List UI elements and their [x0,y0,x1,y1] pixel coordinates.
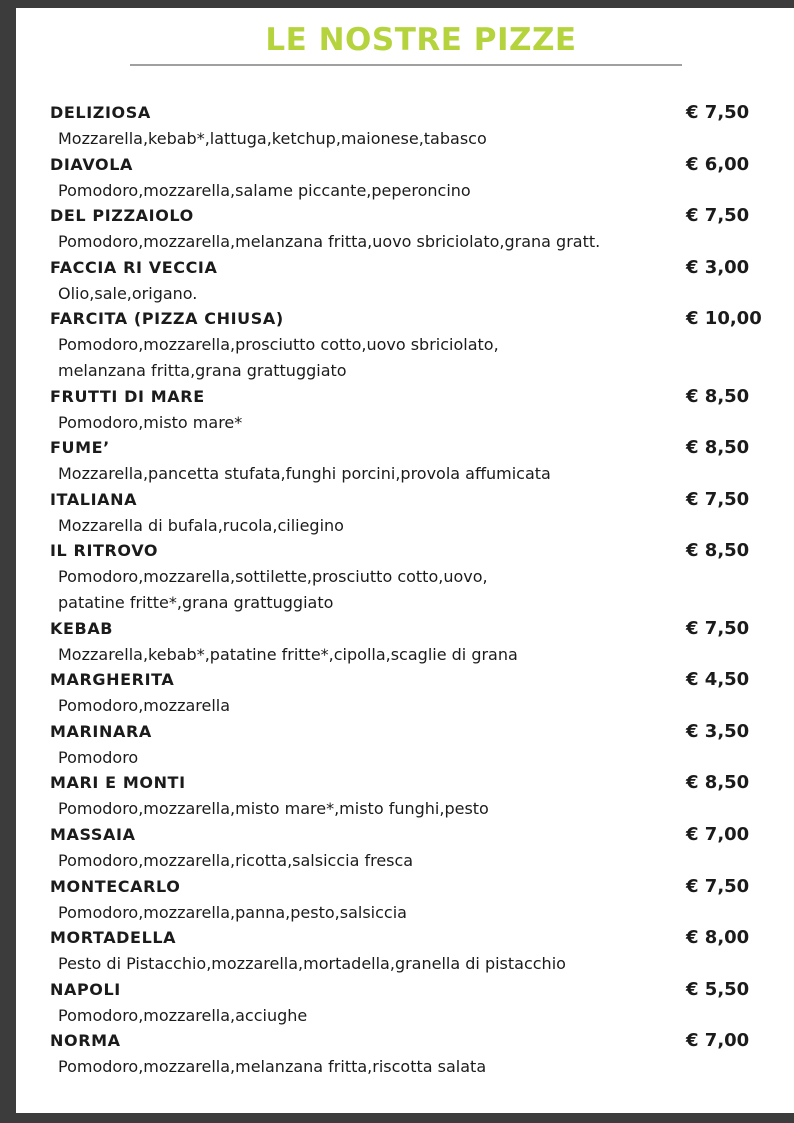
pizza-name: MARINARA [50,721,152,741]
pizza-list [50,100,780,1080]
pizza-price: € 7,50 [686,875,750,897]
pizza-ingredients: Olio,sale,origano. [58,283,198,303]
pizza-name: FUME’ [50,438,110,458]
pizza-price: € 7,50 [686,102,750,123]
pizza-price: € 8,50 [686,437,750,459]
pizza-price: € 7,00 [686,823,750,845]
pizza-ingredients: Pomodoro,misto mare* [58,412,243,432]
pizza-ingredients: Mozzarella,pancetta stufata,funghi porcini,provola affumicata [58,464,551,484]
pizza-name: MONTECARLO [50,876,181,896]
pizza-ingredients: Pesto di Pistacchio,mozzarella,mortadella,granella di pistacchio [58,954,566,974]
menu-item [50,977,780,1029]
pizza-name: IL RITROVO [50,541,159,561]
menu-item [50,925,780,977]
pizza-ingredients-line2: melanzana fritta,grana grattuggiato [58,360,347,380]
pizza-name: NORMA [50,1031,121,1051]
pizza-price: € 7,50 [686,488,750,510]
pizza-price: € 5,50 [686,978,750,1000]
pizza-name: MORTADELLA [50,928,177,948]
pizza-name: DIAVOLA [50,154,134,174]
menu-page [16,8,794,1113]
pizza-name: MASSAIA [50,824,136,844]
menu-item [50,1028,780,1080]
page-title: LE NOSTRE PIZZE [265,22,577,58]
pizza-name: DEL PIZZAIOLO [50,206,194,226]
pizza-ingredients: Pomodoro,mozzarella,misto mare*,misto funghi,pesto [58,799,489,819]
pizza-ingredients: Pomodoro,mozzarella,prosciutto cotto,uovo sbriciolato, [58,335,499,355]
pizza-ingredients: Pomodoro,mozzarella,panna,pesto,salsiccia [58,902,407,922]
menu-item [50,255,780,307]
menu-item [50,203,780,255]
menu-item [50,616,780,668]
pizza-name: FRUTTI DI MARE [50,386,205,406]
pizza-ingredients: Pomodoro,mozzarella,melanzana fritta,riscotta salata [58,1057,487,1077]
menu-item [50,770,780,822]
menu-item [50,384,780,436]
pizza-ingredients-line2: patatine fritte*,grana grattuggiato [58,592,334,612]
pizza-ingredients: Pomodoro,mozzarella,salame piccante,peperoncino [58,180,471,200]
pizza-name: MARGHERITA [50,670,175,690]
pizza-ingredients: Pomodoro,mozzarella,melanzana fritta,uovo sbriciolato,grana gratt. [58,232,601,252]
pizza-price: € 4,50 [686,669,750,691]
pizza-price: € 3,50 [686,720,750,742]
menu-item [50,435,780,487]
pizza-name: NAPOLI [50,979,121,999]
menu-item [50,100,780,152]
pizza-ingredients: Pomodoro,mozzarella,ricotta,salsiccia fresca [58,850,414,870]
menu-item [50,538,780,615]
pizza-ingredients: Pomodoro [58,747,139,767]
menu-item [50,152,780,204]
menu-item [50,719,780,771]
pizza-price: € 3,00 [686,256,750,278]
pizza-name: FACCIA RI VECCIA [50,257,218,277]
pizza-name: ITALIANA [50,489,138,509]
pizza-ingredients: Mozzarella di bufala,rucola,ciliegino [58,515,344,535]
pizza-name: KEBAB [50,618,114,638]
pizza-ingredients: Mozzarella,kebab*,patatine fritte*,cipolla,scaglie di grana [58,644,518,664]
pizza-price: € 8,00 [686,927,750,949]
pizza-name: DELIZIOSA [50,103,151,122]
menu-item [50,874,780,926]
menu-item [50,667,780,719]
pizza-price: € 10,00 [686,308,762,330]
pizza-name: FARCITA (PIZZA CHIUSA) [50,309,284,329]
pizza-ingredients: Pomodoro,mozzarella [58,696,231,716]
pizza-price: € 7,00 [686,1030,750,1052]
title-divider [130,64,682,66]
pizza-price: € 7,50 [686,205,750,227]
pizza-ingredients: Mozzarella,kebab*,lattuga,ketchup,maionese,tabasco [58,129,487,148]
menu-item [50,487,780,539]
pizza-price: € 7,50 [686,617,750,639]
pizza-price: € 6,00 [686,153,750,175]
pizza-price: € 8,50 [686,540,750,562]
pizza-ingredients: Pomodoro,mozzarella,acciughe [58,1005,308,1025]
menu-item [50,306,780,383]
pizza-name: MARI E MONTI [50,773,186,793]
menu-item [50,822,780,874]
pizza-price: € 8,50 [686,772,750,794]
pizza-price: € 8,50 [686,385,750,407]
pizza-ingredients: Pomodoro,mozzarella,sottilette,prosciutto cotto,uovo, [58,567,488,587]
